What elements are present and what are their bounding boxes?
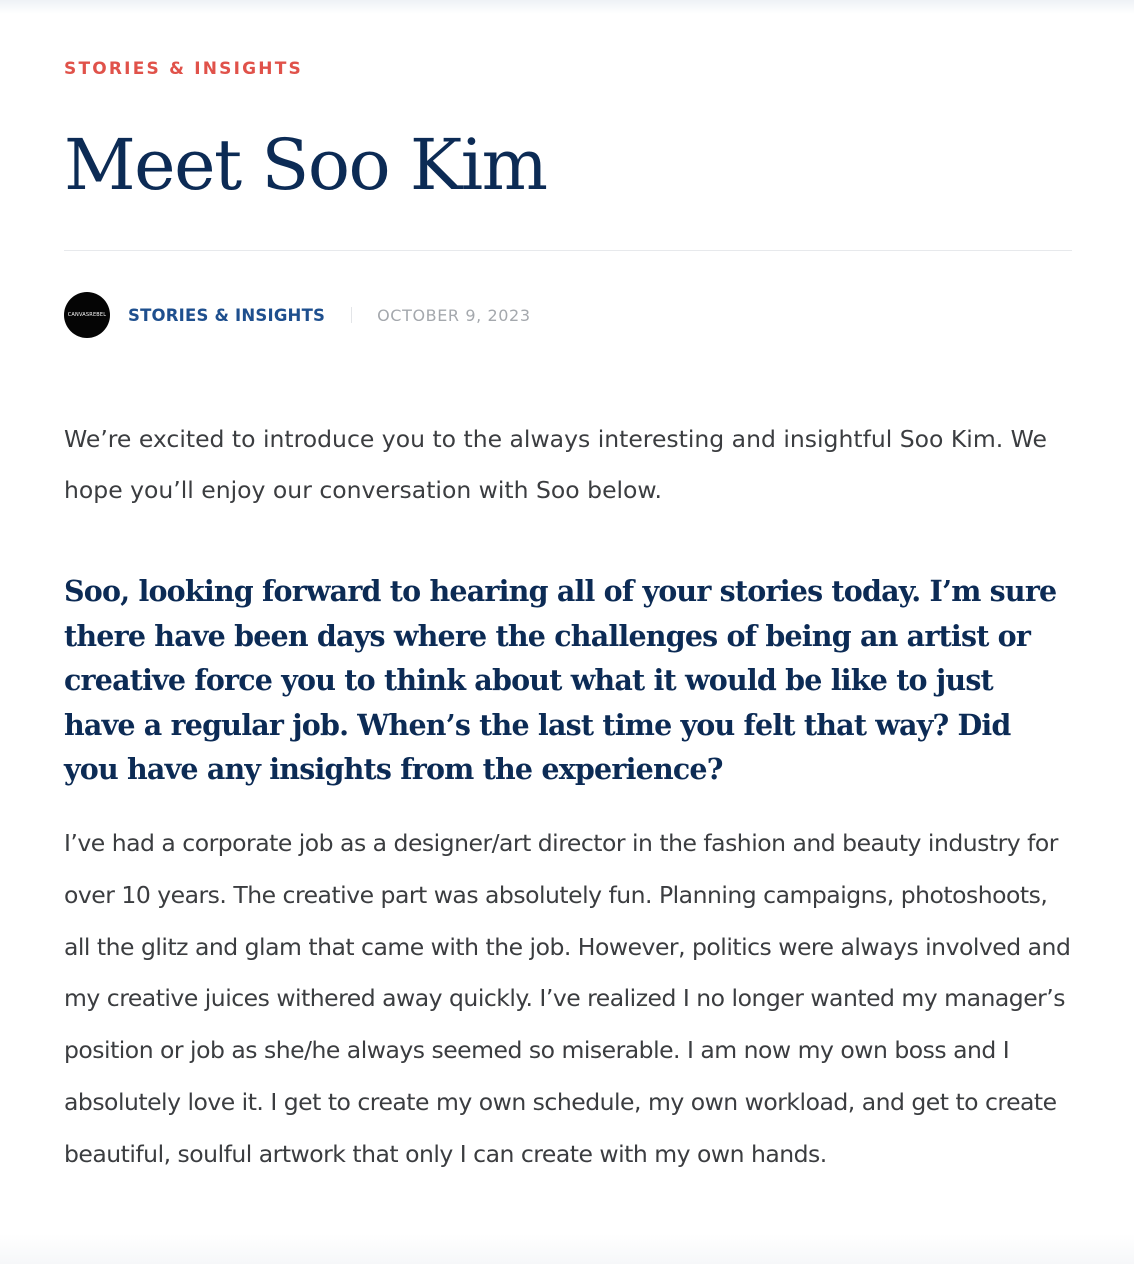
interview-question: Soo, looking forward to hearing all of your stories today. I’m sure there have been days where the challenges of being an artist or creative force you to think about what it would be like to just have a regular job. When’s the last time you felt that way? Did you have any insights from the experience? — [64, 574, 1057, 787]
divider — [64, 250, 1072, 251]
page-title: Meet Soo Kim — [64, 124, 547, 206]
bottom-shadow — [0, 1234, 1134, 1264]
avatar-logo-text: CANVASREBEL — [67, 312, 107, 318]
intro-paragraph: We’re excited to introduce you to the always interesting and insightful Soo Kim. We hope you’ll enjoy our conversation with Soo below. — [64, 425, 1047, 504]
top-shadow — [0, 0, 1134, 14]
category-kicker[interactable]: STORIES & INSIGHTS — [64, 59, 303, 79]
post-date: OCTOBER 9, 2023 — [377, 305, 531, 325]
meta-separator — [351, 307, 352, 323]
author-avatar[interactable] — [64, 292, 110, 338]
interview-answer: I’ve had a corporate job as a designer/art director in the fashion and beauty industry for over 10 years. The creative part was absolutely fun. Planning campaigns, photoshoots, all the glitz and glam that came with the job. However, politics were always involved and my creative juices withered away quickly. I’ve realized I no longer wanted my manager’s position or job as she/he always seemed so miserable. I am now my own boss and I absolutely love it. I get to create my own schedule, my own workload, and get to create beautiful, soulful artwork that only I can create with my own hands. — [64, 829, 1071, 1168]
post-meta — [64, 292, 531, 338]
meta-category-link[interactable]: STORIES & INSIGHTS — [128, 305, 326, 325]
